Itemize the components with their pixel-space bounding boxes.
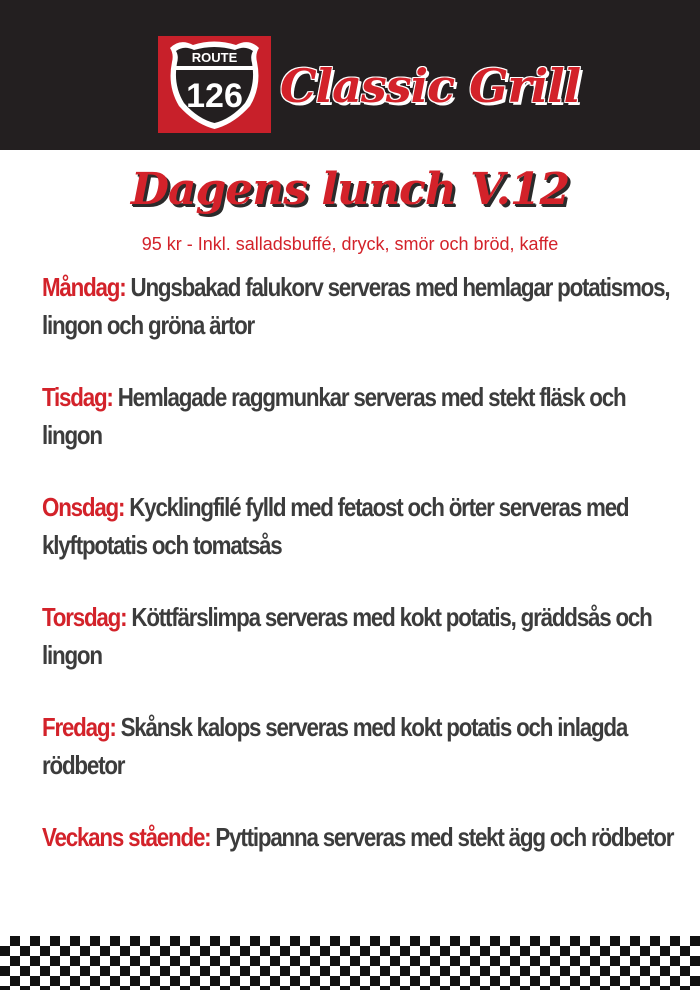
route-shield-icon	[158, 36, 271, 133]
lunch-menu	[42, 268, 682, 928]
logo-route-text: ROUTE	[191, 50, 238, 65]
page-title: Dagens lunch V.12	[130, 164, 570, 215]
menu-dish: Hemlagade raggmunkar serveras med stekt fläsk och lingon	[42, 382, 626, 450]
checkered-footer	[0, 936, 700, 990]
menu-item-weekly-standing	[42, 818, 682, 894]
menu-item-friday	[42, 708, 682, 784]
price-subtitle: 95 kr - Inkl. salladsbuffé, dryck, smör och bröd, kaffe	[141, 234, 559, 254]
menu-day-label: Tisdag:	[42, 382, 113, 412]
menu-day-label: Veckans stående:	[42, 822, 211, 852]
route-logo	[158, 36, 271, 133]
menu-day-label: Måndag:	[42, 272, 126, 302]
menu-dish: Ungsbakad falukorv serveras med hemlagar potatismos, lingon och gröna ärtor	[42, 272, 670, 340]
header-bar	[0, 0, 700, 150]
menu-dish: Pyttipanna serveras med stekt ägg och rödbetor	[210, 822, 674, 852]
menu-item-monday	[42, 268, 682, 344]
menu-item-wednesday	[42, 488, 682, 564]
menu-item-tuesday	[42, 378, 682, 454]
menu-dish: Köttfärslimpa serveras med kokt potatis, gräddsås och lingon	[42, 602, 652, 670]
brand-name: Classic Grill	[280, 59, 581, 113]
menu-day-label: Torsdag:	[42, 602, 127, 632]
menu-dish: Kycklingfilé fylld med fetaost och örter serveras med klyftpotatis och tomatsås	[42, 492, 629, 560]
menu-dish: Skånsk kalops serveras med kokt potatis och inlagda rödbetor	[42, 712, 628, 780]
menu-day-label: Onsdag:	[42, 492, 125, 522]
menu-day-label: Fredag:	[42, 712, 116, 742]
logo-number: 126	[186, 77, 243, 115]
menu-item-thursday	[42, 598, 682, 674]
